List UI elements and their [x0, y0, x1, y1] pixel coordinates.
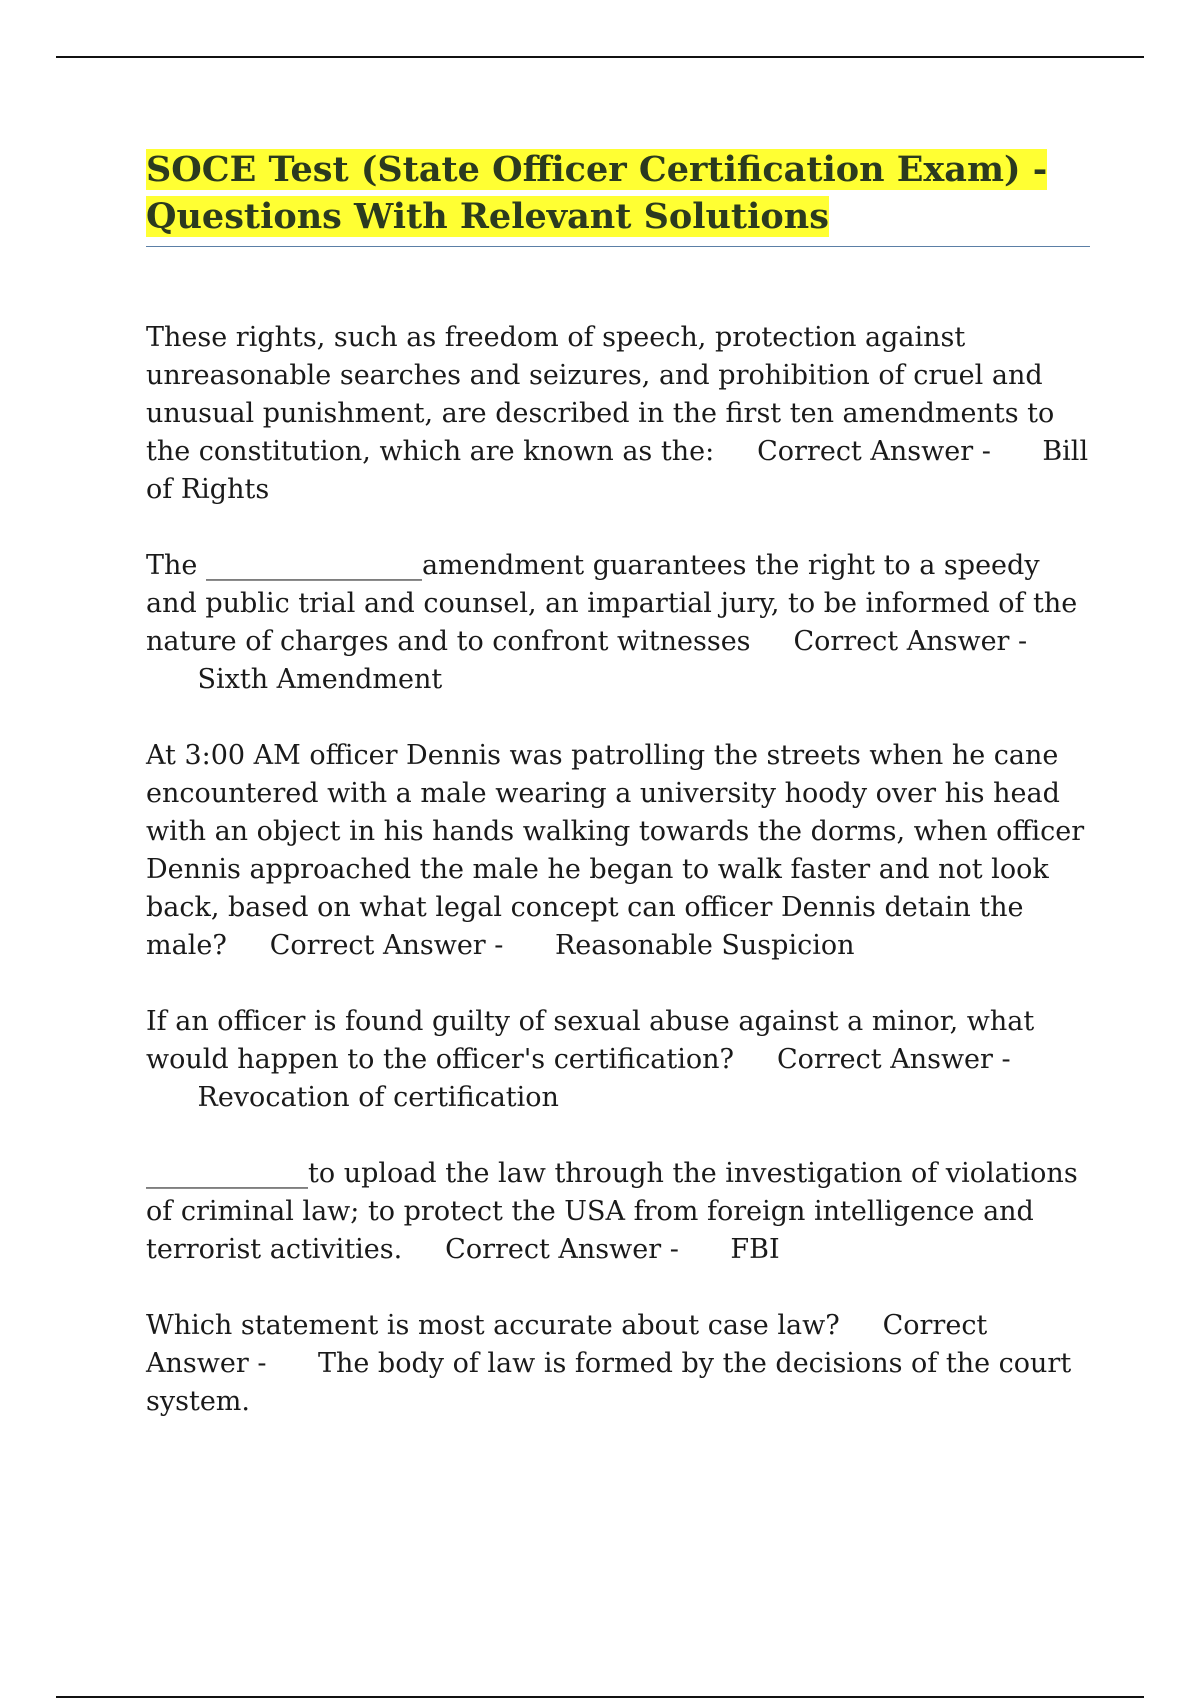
answer-text: Bill of Rights [146, 436, 1089, 505]
answer-label: Correct Answer - [445, 1234, 679, 1265]
page-bottom-rule [56, 1696, 1144, 1698]
answer-text: Sixth Amendment [197, 664, 443, 695]
question-text: These rights, such as freedom of speech, protection against unreasonable searches and seizures, and prohibition of cruel and unusual punishment, are described in the first ten amendments to the constitution, which are known as the: [146, 322, 1055, 467]
document-title-text: SOCE Test (State Officer Certification Exam) - Questions With Relevant Solutions [146, 149, 1048, 237]
title-underline [146, 246, 1090, 247]
qa-item [146, 737, 1090, 965]
qa-item [146, 319, 1090, 509]
question-text: If an officer is found guilty of sexual abuse against a minor, what would happen to the officer's certification? [146, 1006, 1035, 1075]
qa-item [146, 1307, 1090, 1421]
answer-label: Correct Answer - [269, 930, 504, 961]
document-title [146, 146, 1090, 240]
answer-text: Reasonable Suspicion [554, 930, 855, 961]
answer-label: Correct Answer - [757, 436, 991, 467]
answer-text: FBI [730, 1234, 780, 1265]
question-text: ____________to upload the law through the investigation of violations of criminal law; to protect the USA from foreign intelligence and terrorist activities. [146, 1158, 1078, 1265]
qa-list [146, 319, 1090, 1421]
page-top-rule [56, 56, 1144, 58]
answer-text: Revocation of certification [197, 1082, 559, 1113]
answer-label: Correct Answer - [793, 626, 1028, 657]
question-text: At 3:00 AM officer Dennis was patrolling the streets when he cane encountered with a male wearing a university hoody over his head with an object in his hands walking towards the dorms, when officer Dennis approached the male he began to walk faster and not look back, based on what legal concept can officer Dennis detain the male? [146, 740, 1085, 961]
qa-item [146, 1003, 1090, 1117]
document-body [146, 146, 1090, 1459]
question-text: Which statement is most accurate about case law? [146, 1310, 840, 1341]
answer-label: Correct Answer - [776, 1044, 1011, 1075]
answer-label: Correct Answer - [146, 1310, 988, 1379]
qa-item [146, 1155, 1090, 1269]
answer-text: The body of law is formed by the decisions of the court system. [146, 1348, 1072, 1417]
question-text: The ________________amendment guarantees the right to a speedy and public trial and counsel, an impartial jury, to be informed of the nature of charges and to confront witnesses [146, 550, 1078, 657]
qa-item [146, 547, 1090, 699]
